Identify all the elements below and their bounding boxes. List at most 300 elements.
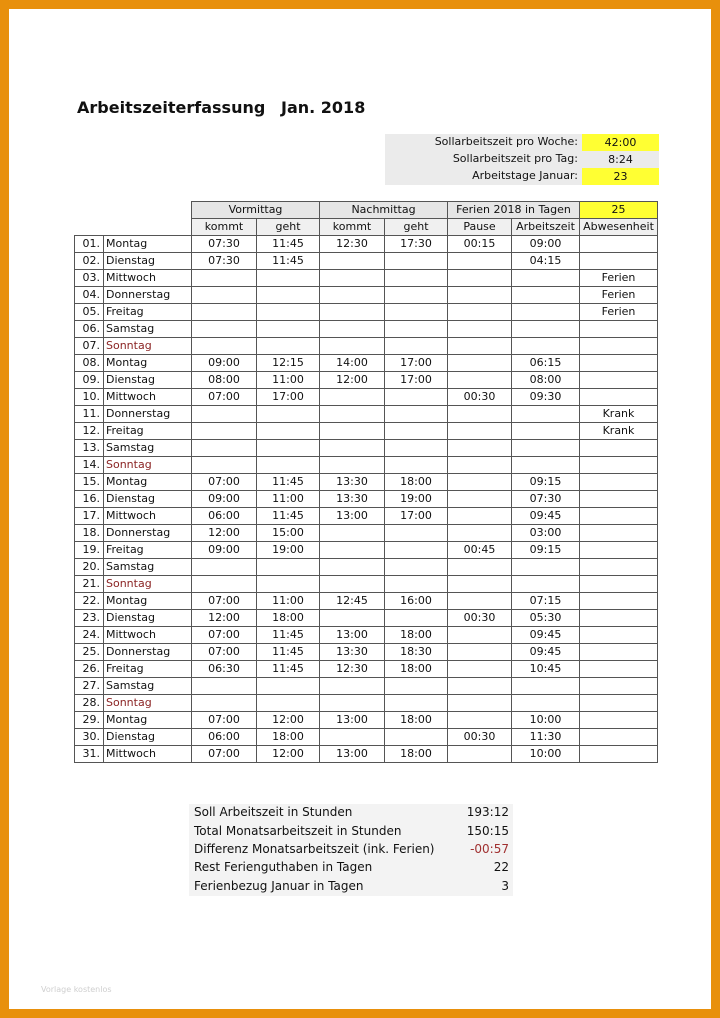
table-cell xyxy=(192,559,257,576)
weekday: Montag xyxy=(104,593,192,610)
table-cell: 18:00 xyxy=(257,729,320,746)
table-row xyxy=(75,372,658,389)
table-cell xyxy=(192,440,257,457)
header-nachmittag: Nachmittag xyxy=(320,202,448,219)
table-cell xyxy=(448,321,512,338)
table-cell: 11:00 xyxy=(257,372,320,389)
table-cell xyxy=(512,695,580,712)
table-cell xyxy=(512,440,580,457)
table-cell xyxy=(512,457,580,474)
table-row xyxy=(75,729,658,746)
weekday: Montag xyxy=(104,355,192,372)
day-number: 02. xyxy=(75,253,104,270)
table-cell xyxy=(385,270,448,287)
table-cell: 18:00 xyxy=(257,610,320,627)
table-cell xyxy=(448,559,512,576)
day-number: 03. xyxy=(75,270,104,287)
weekday: Dienstag xyxy=(104,729,192,746)
table-cell xyxy=(448,712,512,729)
table-cell: Ferien xyxy=(580,287,658,304)
weekday: Samstag xyxy=(104,678,192,695)
table-cell xyxy=(320,542,385,559)
table-cell xyxy=(512,406,580,423)
table-cell xyxy=(512,321,580,338)
table-row xyxy=(75,746,658,763)
day-number: 13. xyxy=(75,440,104,457)
table-cell: 00:15 xyxy=(448,236,512,253)
weekday: Freitag xyxy=(104,542,192,559)
table-cell: 09:00 xyxy=(192,542,257,559)
table-cell: 18:00 xyxy=(385,627,448,644)
table-cell: 00:30 xyxy=(448,389,512,406)
column-header: Abwesenheit xyxy=(580,219,658,236)
weekday: Donnerstag xyxy=(104,525,192,542)
table-cell xyxy=(320,678,385,695)
table-row xyxy=(75,236,658,253)
table-cell: 17:30 xyxy=(385,236,448,253)
table-cell xyxy=(580,644,658,661)
table-cell xyxy=(580,440,658,457)
table-row xyxy=(75,253,658,270)
table-cell xyxy=(448,508,512,525)
table-cell: 09:45 xyxy=(512,627,580,644)
table-cell: 17:00 xyxy=(385,355,448,372)
table-cell: 11:45 xyxy=(257,236,320,253)
summary-value: 150:15 xyxy=(466,824,509,838)
table-cell xyxy=(385,304,448,321)
day-number: 31. xyxy=(75,746,104,763)
weekday: Mittwoch xyxy=(104,746,192,763)
table-cell: 13:30 xyxy=(320,644,385,661)
table-cell xyxy=(448,372,512,389)
weekday: Samstag xyxy=(104,440,192,457)
table-cell xyxy=(580,661,658,678)
summary-value: -00:57 xyxy=(470,842,509,856)
weekday: Freitag xyxy=(104,304,192,321)
table-cell xyxy=(580,338,658,355)
table-cell: 12:45 xyxy=(320,593,385,610)
table-cell xyxy=(320,559,385,576)
summary-row xyxy=(194,860,512,878)
table-cell xyxy=(320,304,385,321)
table-row xyxy=(75,644,658,661)
table-cell xyxy=(385,695,448,712)
weekday: Samstag xyxy=(104,321,192,338)
day-number: 16. xyxy=(75,491,104,508)
day-number: 23. xyxy=(75,610,104,627)
weekday: Mittwoch xyxy=(104,508,192,525)
table-cell: 11:00 xyxy=(257,593,320,610)
info-label: Sollarbeitszeit pro Tag: xyxy=(452,152,578,165)
day-number: 30. xyxy=(75,729,104,746)
table-cell xyxy=(320,729,385,746)
table-row xyxy=(75,508,658,525)
weekday: Montag xyxy=(104,474,192,491)
table-cell xyxy=(320,338,385,355)
table-cell: 06:15 xyxy=(512,355,580,372)
table-row xyxy=(75,695,658,712)
table-cell xyxy=(320,423,385,440)
table-cell xyxy=(385,321,448,338)
table-cell: 19:00 xyxy=(385,491,448,508)
table-cell: 00:30 xyxy=(448,729,512,746)
column-header: kommt xyxy=(320,219,385,236)
summary-value: 193:12 xyxy=(466,805,509,819)
column-header: Pause xyxy=(448,219,512,236)
day-number: 04. xyxy=(75,287,104,304)
table-cell xyxy=(448,253,512,270)
table-cell: 18:30 xyxy=(385,644,448,661)
table-cell: 09:45 xyxy=(512,508,580,525)
table-cell: 11:45 xyxy=(257,627,320,644)
table-cell: 09:45 xyxy=(512,644,580,661)
table-cell: 00:45 xyxy=(448,542,512,559)
day-number: 19. xyxy=(75,542,104,559)
table-row xyxy=(75,474,658,491)
table-cell xyxy=(320,287,385,304)
table-cell xyxy=(448,627,512,644)
table-cell xyxy=(580,576,658,593)
table-cell xyxy=(320,440,385,457)
info-value: 8:24 xyxy=(608,153,633,166)
table-cell xyxy=(448,661,512,678)
weekday: Sonntag xyxy=(104,457,192,474)
table-cell xyxy=(385,542,448,559)
day-number: 08. xyxy=(75,355,104,372)
day-number: 15. xyxy=(75,474,104,491)
day-number: 21. xyxy=(75,576,104,593)
table-row xyxy=(75,627,658,644)
table-cell: 12:30 xyxy=(320,236,385,253)
table-cell xyxy=(448,270,512,287)
table-row xyxy=(75,304,658,321)
table-cell xyxy=(257,678,320,695)
table-row xyxy=(75,576,658,593)
table-cell: 12:00 xyxy=(257,712,320,729)
table-cell: 10:45 xyxy=(512,661,580,678)
table-cell xyxy=(385,338,448,355)
table-cell xyxy=(192,695,257,712)
table-cell xyxy=(320,457,385,474)
table-cell xyxy=(192,406,257,423)
table-cell: 11:45 xyxy=(257,508,320,525)
table-cell: 10:00 xyxy=(512,746,580,763)
table-row xyxy=(75,610,658,627)
table-cell xyxy=(320,695,385,712)
table-cell xyxy=(580,389,658,406)
table-cell xyxy=(257,321,320,338)
table-cell: 07:00 xyxy=(192,712,257,729)
table-cell xyxy=(385,729,448,746)
weekday: Dienstag xyxy=(104,491,192,508)
table-cell xyxy=(580,678,658,695)
table-cell: Krank xyxy=(580,423,658,440)
table-cell xyxy=(580,593,658,610)
weekday: Samstag xyxy=(104,559,192,576)
summary-box xyxy=(189,804,513,896)
summary-label: Total Monatsarbeitszeit in Stunden xyxy=(194,824,402,838)
table-cell: 10:00 xyxy=(512,712,580,729)
table-cell xyxy=(448,474,512,491)
weekday: Sonntag xyxy=(104,576,192,593)
table-cell: 12:00 xyxy=(192,610,257,627)
weekday: Dienstag xyxy=(104,610,192,627)
column-header-row xyxy=(75,219,658,236)
table-cell xyxy=(320,406,385,423)
table-cell xyxy=(257,406,320,423)
table-cell xyxy=(385,559,448,576)
day-number: 14. xyxy=(75,457,104,474)
weekday: Montag xyxy=(104,712,192,729)
table-cell: 13:00 xyxy=(320,508,385,525)
table-cell xyxy=(385,389,448,406)
info-row-daily xyxy=(385,151,659,168)
table-row xyxy=(75,355,658,372)
table-cell: Ferien xyxy=(580,270,658,287)
table-cell xyxy=(512,576,580,593)
table-cell xyxy=(385,253,448,270)
table-cell: 12:30 xyxy=(320,661,385,678)
table-cell: 11:00 xyxy=(257,491,320,508)
day-number: 27. xyxy=(75,678,104,695)
info-value: 42:00 xyxy=(582,134,659,151)
table-cell xyxy=(257,457,320,474)
table-cell xyxy=(257,695,320,712)
table-cell: 13:00 xyxy=(320,746,385,763)
table-cell xyxy=(192,321,257,338)
table-cell xyxy=(320,270,385,287)
table-cell: 18:00 xyxy=(385,661,448,678)
table-row xyxy=(75,593,658,610)
table-row xyxy=(75,491,658,508)
day-number: 12. xyxy=(75,423,104,440)
table-cell xyxy=(192,423,257,440)
table-cell: 12:00 xyxy=(320,372,385,389)
info-label: Sollarbeitszeit pro Woche: xyxy=(434,135,578,148)
day-number: 01. xyxy=(75,236,104,253)
table-cell: 17:00 xyxy=(385,508,448,525)
table-cell xyxy=(448,678,512,695)
table-row xyxy=(75,338,658,355)
table-cell xyxy=(448,695,512,712)
table-cell: 12:00 xyxy=(192,525,257,542)
table-row xyxy=(75,525,658,542)
table-cell: 19:00 xyxy=(257,542,320,559)
table-cell: 07:15 xyxy=(512,593,580,610)
table-cell xyxy=(385,457,448,474)
table-cell xyxy=(320,576,385,593)
table-cell: 17:00 xyxy=(257,389,320,406)
table-row xyxy=(75,440,658,457)
table-cell xyxy=(320,610,385,627)
weekday: Freitag xyxy=(104,423,192,440)
table-cell: 18:00 xyxy=(385,712,448,729)
target-info-box xyxy=(385,134,659,185)
table-cell: 13:00 xyxy=(320,627,385,644)
table-cell: Krank xyxy=(580,406,658,423)
info-label: Arbeitstage Januar: xyxy=(472,169,578,182)
table-cell: 07:00 xyxy=(192,644,257,661)
table-cell xyxy=(580,729,658,746)
table-row xyxy=(75,270,658,287)
weekday: Donnerstag xyxy=(104,287,192,304)
table-cell: 13:00 xyxy=(320,712,385,729)
table-cell xyxy=(580,372,658,389)
table-cell xyxy=(512,270,580,287)
table-cell xyxy=(385,287,448,304)
table-cell: 05:30 xyxy=(512,610,580,627)
table-cell: 09:00 xyxy=(512,236,580,253)
table-cell: 06:30 xyxy=(192,661,257,678)
info-value: 23 xyxy=(582,168,659,185)
table-cell: 11:45 xyxy=(257,644,320,661)
table-cell: 00:30 xyxy=(448,610,512,627)
weekday: Sonntag xyxy=(104,695,192,712)
table-cell: 11:45 xyxy=(257,661,320,678)
table-cell xyxy=(385,423,448,440)
table-cell: 12:15 xyxy=(257,355,320,372)
summary-label: Ferienbezug Januar in Tagen xyxy=(194,879,364,893)
day-number: 06. xyxy=(75,321,104,338)
table-cell xyxy=(257,287,320,304)
column-header: kommt xyxy=(192,219,257,236)
table-cell xyxy=(448,406,512,423)
table-cell xyxy=(580,253,658,270)
table-cell xyxy=(580,627,658,644)
table-cell xyxy=(192,287,257,304)
table-cell xyxy=(448,457,512,474)
table-cell xyxy=(257,338,320,355)
page-title: Arbeitszeiterfassung xyxy=(77,98,266,117)
table-cell xyxy=(580,695,658,712)
table-cell: 18:00 xyxy=(385,746,448,763)
table-cell xyxy=(580,491,658,508)
table-cell: 15:00 xyxy=(257,525,320,542)
table-cell: 14:00 xyxy=(320,355,385,372)
summary-label: Differenz Monatsarbeitszeit (ink. Ferien) xyxy=(194,842,435,856)
table-cell xyxy=(448,287,512,304)
info-row-weekly xyxy=(385,134,659,151)
table-cell: 07:30 xyxy=(512,491,580,508)
summary-value: 22 xyxy=(493,860,509,874)
day-number: 28. xyxy=(75,695,104,712)
table-cell: 09:15 xyxy=(512,542,580,559)
table-row xyxy=(75,542,658,559)
table-cell: 04:15 xyxy=(512,253,580,270)
day-number: 18. xyxy=(75,525,104,542)
column-header: geht xyxy=(257,219,320,236)
table-cell xyxy=(192,304,257,321)
day-number: 11. xyxy=(75,406,104,423)
table-cell xyxy=(257,304,320,321)
table-cell xyxy=(512,678,580,695)
month-title: Jan. 2018 xyxy=(281,98,366,117)
weekday: Freitag xyxy=(104,661,192,678)
table-cell xyxy=(448,355,512,372)
table-cell xyxy=(257,440,320,457)
day-number: 26. xyxy=(75,661,104,678)
table-cell xyxy=(512,423,580,440)
table-cell: 16:00 xyxy=(385,593,448,610)
table-cell xyxy=(192,338,257,355)
table-cell xyxy=(320,389,385,406)
day-number: 20. xyxy=(75,559,104,576)
table-cell: 09:00 xyxy=(192,355,257,372)
table-cell xyxy=(192,576,257,593)
table-cell: Ferien xyxy=(580,304,658,321)
weekday: Mittwoch xyxy=(104,389,192,406)
table-row xyxy=(75,712,658,729)
table-cell xyxy=(580,712,658,729)
table-cell xyxy=(580,457,658,474)
table-cell: 07:00 xyxy=(192,746,257,763)
table-cell: 06:00 xyxy=(192,729,257,746)
table-cell xyxy=(320,321,385,338)
table-cell: 13:30 xyxy=(320,474,385,491)
table-cell xyxy=(385,440,448,457)
day-number: 07. xyxy=(75,338,104,355)
table-cell xyxy=(580,321,658,338)
day-number: 24. xyxy=(75,627,104,644)
table-cell xyxy=(320,253,385,270)
weekday: Mittwoch xyxy=(104,270,192,287)
table-cell: 07:00 xyxy=(192,627,257,644)
table-cell xyxy=(385,576,448,593)
table-cell xyxy=(580,236,658,253)
table-cell xyxy=(512,338,580,355)
weekday: Donnerstag xyxy=(104,406,192,423)
weekday: Dienstag xyxy=(104,372,192,389)
table-row xyxy=(75,559,658,576)
table-cell xyxy=(192,678,257,695)
table-cell: 09:15 xyxy=(512,474,580,491)
table-cell xyxy=(385,678,448,695)
table-cell xyxy=(580,610,658,627)
table-cell xyxy=(580,746,658,763)
column-header: Arbeitszeit xyxy=(512,219,580,236)
watermark: Vorlage kostenlos xyxy=(41,985,112,994)
table-cell xyxy=(448,304,512,321)
weekday: Dienstag xyxy=(104,253,192,270)
table-cell xyxy=(580,525,658,542)
table-cell xyxy=(580,542,658,559)
table-cell xyxy=(512,304,580,321)
table-cell xyxy=(580,355,658,372)
table-cell: 12:00 xyxy=(257,746,320,763)
table-cell xyxy=(257,270,320,287)
table-row xyxy=(75,321,658,338)
day-number: 29. xyxy=(75,712,104,729)
table-cell xyxy=(448,440,512,457)
summary-value: 3 xyxy=(501,879,509,893)
table-cell xyxy=(192,270,257,287)
table-row xyxy=(75,389,658,406)
table-cell xyxy=(192,457,257,474)
table-cell xyxy=(448,644,512,661)
table-cell xyxy=(385,610,448,627)
header-ferien-label: Ferien 2018 in Tagen xyxy=(448,202,580,219)
table-cell xyxy=(448,593,512,610)
info-row-workdays xyxy=(385,168,659,185)
summary-row xyxy=(194,842,512,860)
weekday: Sonntag xyxy=(104,338,192,355)
table-cell xyxy=(448,525,512,542)
day-number: 22. xyxy=(75,593,104,610)
table-cell xyxy=(580,474,658,491)
day-number: 05. xyxy=(75,304,104,321)
table-row xyxy=(75,423,658,440)
day-number: 10. xyxy=(75,389,104,406)
